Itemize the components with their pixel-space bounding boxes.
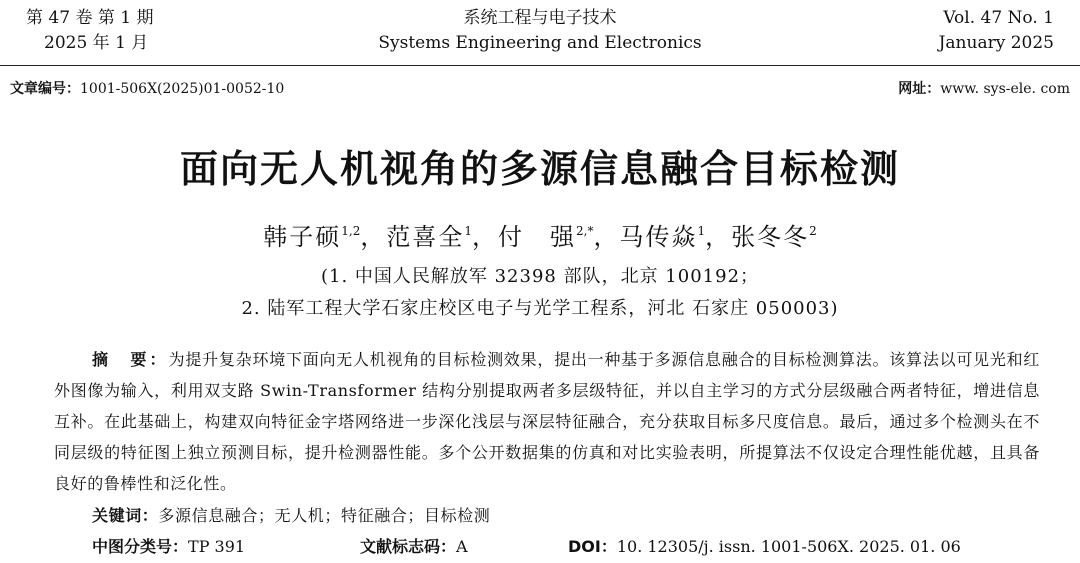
affiliation-2: 2. 陆军工程大学石家庄校区电子与光学工程系，河北 石家庄 050003) [241,298,839,319]
author-name: 付 强 [498,223,576,251]
article-number-label: 文章编号： [10,81,80,97]
author-affiliation-mark: 2,* [576,224,594,238]
website [898,78,1070,98]
keywords-text: 多源信息融合；无人机；特征融合；目标检测 [158,506,491,525]
author-separator: ， [360,223,387,251]
journal-name-cn: 系统工程与电子技术 [463,8,617,28]
author-name: 马传焱 [619,223,698,251]
date-en: January 2025 [938,33,1054,53]
affiliation-1: (1. 中国人民解放军 32398 部队，北京 100192； [320,266,760,287]
article-number-value: 1001-506X(2025)01-0052-10 [80,81,285,97]
journal-name [0,6,1080,56]
author-separator: ， [705,223,732,251]
document-code-value: A [456,537,468,556]
clc-label: 中图分类号： [92,537,189,556]
document-code-label: 文献标志码： [360,537,457,556]
author-name: 韩子硕 [263,223,342,251]
paper-title: 面向无人机视角的多源信息融合目标检测 [179,147,900,191]
doi-label: DOI： [568,537,617,556]
author-affiliation-mark: 2 [809,224,817,238]
keywords [92,503,490,526]
website-link[interactable]: www. sys-ele. com [940,81,1070,97]
author-affiliation-mark: 1 [464,224,472,238]
keywords-label: 关键词： [92,506,159,525]
document-code [360,534,468,557]
date-cn: 2025 年 1 月 [44,33,149,53]
doi-link[interactable]: 10. 12305/j. issn. 1001-506X. 2025. 01. 06 [616,537,961,556]
clc-number [92,534,245,557]
header-divider [0,65,1080,66]
abstract-text: 为提升复杂环境下面向无人机视角的目标检测效果，提出一种基于多源信息融合的目标检测算法。该算法以可见光和红外图像为输入，利用双支路 Swin-Transformer 结构分别提取两者多层级特征，并以自主学习的方式分层级融合两者特征，增进信息互补。在此基础上，构建双向特征金字塔网络进一步深化浅层与深层特征融合，充分获取目标多尺度信息。最后，通过多个检测头在不同层级的特征图上独立预测目标，提升检测器性能。多个公开数据集的仿真和对比实验表明，所提算法不仅设定合理性能优越，且具备良好的鲁棒性和泛化性。 [54,350,1040,493]
journal-issue-en [939,6,1054,56]
clc-value: TP 391 [188,537,246,556]
abstract [54,344,1040,499]
author-affiliation-mark: 1 [697,224,706,238]
doi [568,534,961,557]
author-separator: ， [593,223,620,251]
abstract-label: 摘 要： [92,350,169,369]
author-name: 张冬冬 [731,223,810,251]
website-label: 网址： [898,81,941,97]
author-separator: ， [472,223,498,251]
article-number [10,78,284,98]
volume-issue-en: Vol. 47 No. 1 [943,8,1054,28]
author-affiliation-mark: 1,2 [341,224,361,238]
author-list [0,217,1080,252]
author-name: 范喜全 [386,223,465,251]
volume-issue-cn: 第 47 卷 第 1 期 [26,8,154,28]
journal-name-en: Systems Engineering and Electronics [378,33,702,53]
